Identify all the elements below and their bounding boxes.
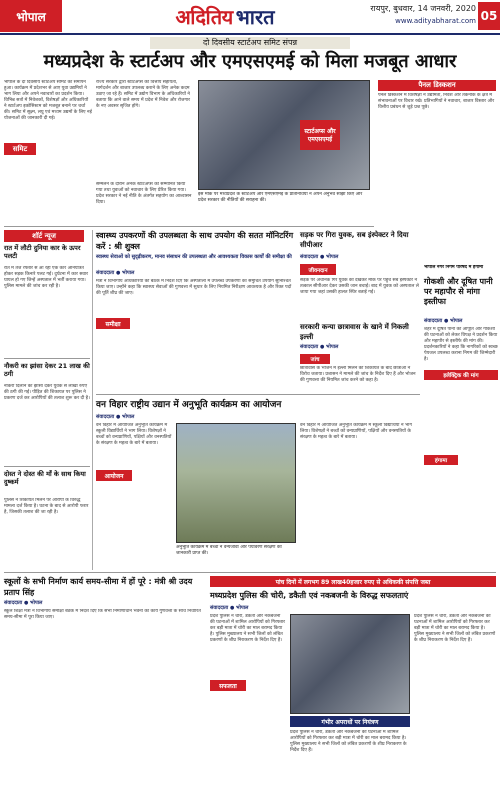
panel-discussion-text: पैनल डिस्कशन में विशेषज्ञों ने उद्यमिता, निवेश और तकनीक के क्षेत्र में संभावनाओं पर विचार रखे। प्रतिभागियों ने नवाचार, बाजार विस्तार और वित्तीय प्रबंधन से जुड़े प्रश्न पूछे। [378,93,495,110]
police-label: सफलता [210,680,246,691]
forest-body-2: वन विहार में आयोजित अनुभूति कार्यक्रम में स्कूली विद्यार्थियों ने भाग लिया। विशेषज्ञों ने बच्चों को वन्यप्राणियों, पक्षियों और वनस्पतियों के संरक्षण के महत्व के बारे में बताया। [300,423,412,440]
gaushala-label-2: इलेक्ट्रिक की मांग [424,370,498,380]
police-photo [290,614,410,714]
forest-photo-caption: अनुभूति कार्यक्रम में बच्चों ने वन्यजीवों और पर्यावरण संरक्षण की जानकारी प्राप्त की। [176,545,282,556]
minister-byline: संवाददाता ● भोपाल [96,270,135,276]
brief-1-body: रात में तेज रफ्तार से आ रही एक कार अनियंत्रित होकर सड़क किनारे पलट गई। दुर्घटना में कार सवार घायल हो गए जिन्हें अस्पताल में भर्ती कराया गया। पुलिस मामले की जांच कर रही है। [4,266,89,289]
divider [4,226,374,227]
website-link[interactable]: www.adityabharat.com [395,17,476,25]
hostel-headline: सरकारी कन्या छात्रावास के खाने में निकली इल्ली [300,323,409,341]
road-label: जीवनदान [300,264,336,275]
lead-body-mid-text: राज्य सरकार द्वारा स्टार्टअप्स को वित्तीय सहायता, मार्गदर्शन और बाजार उपलब्ध कराने के लिए अनेक कदम उठाए जा रहे हैं। समिट में उद्योग विभाग के अधिकारियों ने बताया कि आने वाले समय में प्रदेश में निवेश और रोजगार के नए अवसर सृजित होंगे। [96,80,191,109]
logo-part-1: अदितिय [175,4,233,29]
forest-headline: वन विहार राष्ट्रीय उद्यान में अनुभूति कार्यक्रम का आयोजन [96,400,282,410]
logo-part-2: भारत [235,4,275,29]
lead-headline: मध्यप्रदेश के स्टार्टअप और एमएसएमई को मिला मजबूत आधार [43,51,457,72]
page-number: 05 [478,2,500,30]
police-body-2: प्रदेश पुलिस ने चोरी, डकैती और नकबजनी की घटनाओं में शामिल आरोपियों को गिरफ्तार कर बड़ी मात्रा में चोरी का माल बरामद किया है। पुलिस मुख्यालय ने सभी जिलों को लंबित प्रकरणों के शीघ्र निराकरण के निर्देश दिए हैं। [290,730,407,753]
road-byline: संवाददाता ● भोपाल [300,254,339,260]
lead-body-mid [96,80,192,180]
divider [92,230,93,570]
brief-1-title: रात में लौटी दुनिया कार के ऊपर पलटी [4,244,81,260]
hostel-label: जांच [300,354,330,364]
lead-photo-caption: इस मौके पर मध्यप्रदेश के स्टार्टअप और एमएसएमई के प्रतिनिधियों ने अपने अनुभव साझा किए और प्रदेश सरकार की नीतियों की सराहना की। [198,192,363,203]
forest-body: वन विहार में आयोजित अनुभूति कार्यक्रम में स्कूली विद्यार्थियों ने भाग लिया। विशेषज्ञों ने बच्चों को वन्यप्राणियों, पक्षियों और वनस्पतियों के संरक्षण के महत्व के बारे में बताया। [96,423,172,446]
forest-byline: संवाददाता ● भोपाल [96,414,135,420]
police-photo-caption: गंभीर अपराधों पर नियंत्रण [290,716,410,727]
panel-discussion-label: पैनल डिस्कशन [378,80,496,91]
section-tag: भोपाल [0,0,62,32]
school-construction-body: स्कूल शिक्षा मंत्री ने विभागीय समीक्षा बैठक में निर्देश दिए कि सभी निर्माणाधीन भवनों का कार्य गुणवत्ता के साथ निर्धारित समय-सीमा में पूरा किया जाए। [4,609,201,620]
school-construction-byline: संवाददाता ● भोपाल [4,600,43,606]
road-body: सड़क पर अचानक गिरे युवक को देखकर मौके पर पहुंचे सब इंस्पेक्टर ने तत्काल सीपीआर देकर उसकी जान बचाई। बाद में युवक को अस्पताल ले जाया गया जहां उसकी हालत स्थिर बताई गई। [300,278,419,295]
lead-photo [198,80,370,190]
police-body-3: प्रदेश पुलिस ने चोरी, डकैती और नकबजनी की घटनाओं में शामिल आरोपियों को गिरफ्तार कर बड़ी मात्रा में चोरी का माल बरामद किया है। पुलिस मुख्यालय ने सभी जिलों को लंबित प्रकरणों के शीघ्र निराकरण के निर्देश दिए हैं। [414,614,496,643]
gaushala-headline: गोकशी और दूषित पानी पर महापौर से मांगा इस्तीफा [424,277,493,306]
gaushala-body: शहर में दूषित पानी की आपूर्ति और गोकशी की घटनाओं को लेकर विपक्ष ने प्रदर्शन किया और महापौर से इस्तीफे की मांग की। प्रदर्शनकारियों ने कहा कि नागरिकों को स्वच्छ पेयजल उपलब्ध कराना निगम की जिम्मेदारी है। [424,327,498,362]
lead-body-left-text: भोपाल के दो दिवसीय स्टार्टअप समिट का समापन हुआ। कार्यक्रम में प्रदेशभर से आए युवा उद्यमियों ने भाग लिया और अपने नवाचारों का प्रदर्शन किया। विभिन्न सत्रों में निवेशकों, विशेषज्ञों और अधिकारियों ने स्टार्टअप इकोसिस्टम को मजबूत बनाने पर चर्चा की। समिट में सूक्ष्म, लघु एवं मध्यम उद्यमों के लिए नई योजनाओं की जानकारी दी गई। [4,80,92,121]
school-construction-headline: स्कूलों के सभी निर्माण कार्य समय-सीमा में हों पूरे : मंत्री श्री उदय प्रताप सिंह [4,577,193,597]
police-byline: संवाददाता ● भोपाल [210,605,249,611]
minister-label: समीक्षा [96,318,130,329]
police-headline: मध्यप्रदेश पुलिस की चोरी, डकैती एवं नकबजनी के विरुद्ध सफलताएं [210,591,409,600]
gaushala-label: हंगामा [424,455,458,465]
mini-brief: भोपाल नगर निगम परिषद में हंगामा [424,265,484,270]
hostel-byline: संवाददाता ● भोपाल [300,344,339,350]
minister-subhead: स्वास्थ्य सेवाओं को सुदृढ़ीकरण, मानव संसाधन की उपलब्धता और आवश्यकता विकास कार्यों की समीक्षा की [96,254,292,260]
brief-3-body: पुलिस ने शिकायत मिलने पर आरोपी के विरुद्ध मामला दर्ज किया है। घटना के बाद से आरोपी फरार है, जिसकी तलाश की जा रही है। [4,498,89,515]
road-headline: सड़क पर गिरा युवक, सब इंस्पेक्टर ने दिया सीपीआर [300,231,409,249]
lead-left-label: समिट [4,143,36,155]
gaushala-byline: संवाददाता ● भोपाल [424,318,463,324]
brief-3-title: दोस्त ने दोस्त की माँ के साथ किया दुष्कर्म [4,470,86,486]
lead-body-left [4,80,92,176]
forest-photo [176,423,296,543]
lead-body-right [96,182,192,222]
brief-2-body: नौकरी दिलाने का झांसा देकर युवक से लाखों रुपए की ठगी की गई। पीड़ित की शिकायत पर पुलिस ने प्रकरण दर्ज कर आरोपियों की तलाश शुरू कर दी है। [4,384,90,401]
divider [4,466,90,467]
divider [4,358,90,359]
masthead-rule [0,33,500,35]
divider [96,394,420,395]
hostel-body: छात्रावास के भोजन में इल्ली मिलने की शिकायत के बाद छात्राओं ने विरोध जताया। प्रशासन ने मामले की जांच के निर्देश दिए हैं और भोजन की गुणवत्ता की नियमित जांच करने को कहा है। [300,366,416,383]
lead-kicker: दो दिवसीय स्टार्टअप समिट संपन्न [150,37,350,49]
minister-headline: स्वास्थ्य उपकरणों की उपलब्धता के साथ उपयोग की सतत मॉनिटरिंग करें : श्री शुक्ल [96,231,294,251]
divider [4,572,496,573]
brief-2-title: नौकरी का झांसा देकर 21 लाख की ठगी [4,362,90,378]
lead-body-right-text: सम्मेलन के दौरान अनेक स्टार्टअप्स को सम्मानित किया गया तथा युवाओं को नवाचार के लिए प्रेरित किया गया। प्रदेश सरकार ने नई नीति के अंतर्गत सहयोग का आश्वासन दिया। [96,182,192,205]
minister-body: मंत्री ने विभागीय अधिकारियों की बैठक में निर्देश दिए कि अस्पतालों में उपलब्ध उपकरणों का समुचित उपयोग सुनिश्चित किया जाए। उन्होंने कहा कि स्वास्थ्य सेवाओं की गुणवत्ता में सुधार के लिए नियमित निरीक्षण आवश्यक है और रिक्त पदों की पूर्ति शीघ्र की जाए। [96,279,292,296]
newspaper-logo [150,2,300,30]
police-kicker: पांच दिनों में लगभग 89 लाख40हजार रुपए से अधिककी संपत्ति जब्त [210,576,496,587]
police-body: प्रदेश पुलिस ने चोरी, डकैती और नकबजनी की घटनाओं में शामिल आरोपियों को गिरफ्तार कर बड़ी मात्रा में चोरी का माल बरामद किया है। पुलिस मुख्यालय ने सभी जिलों को लंबित प्रकरणों के शीघ्र निराकरण के निर्देश दिए हैं। [210,614,286,643]
dateline: रायपुर, बुधवार, 14 जनवरी, 2020 [370,4,476,13]
lead-photo-label: स्टार्टअप्स और एमएसएमई [300,120,340,150]
short-news-label: शॉर्ट न्यूज [4,230,84,242]
forest-label: आयोजन [96,470,132,481]
